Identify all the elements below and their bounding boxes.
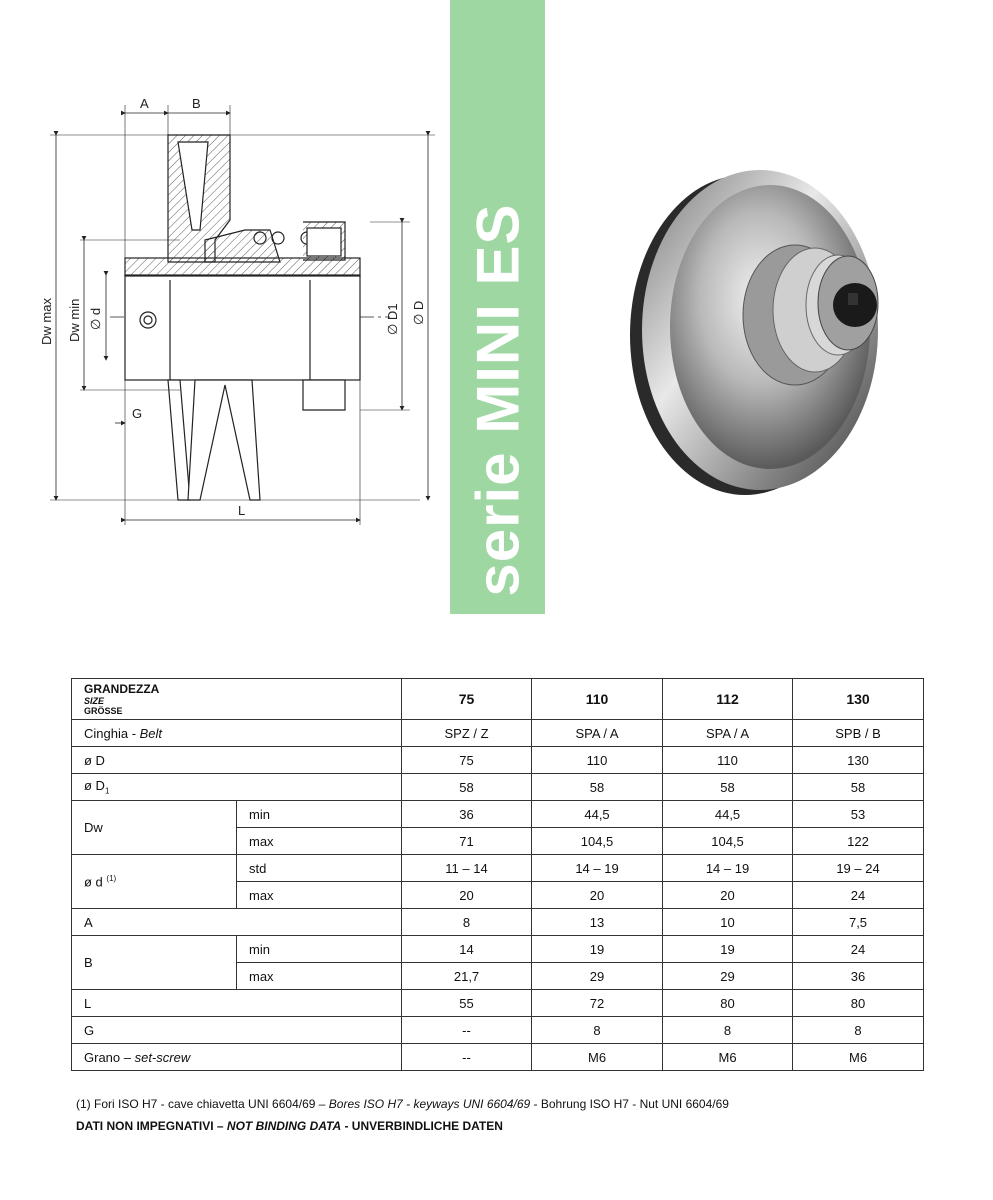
- dim-d-label: ∅ d: [88, 307, 103, 330]
- table-cell: SPZ / Z: [402, 720, 532, 747]
- table-cell: 10: [663, 909, 793, 936]
- table-cell: 8: [793, 1017, 924, 1044]
- G-label: G: [72, 1017, 402, 1044]
- dim-dwmax-label: Dw max: [39, 298, 54, 345]
- footnote: (1) Fori ISO H7 - cave chiavetta UNI 6604/69 – Bores ISO H7 - keyways UNI 6604/69 - Bohrung ISO H7 - Nut UNI 6604/69: [76, 1097, 729, 1111]
- table-row-L: [72, 990, 924, 1017]
- table-cell: 19: [663, 936, 793, 963]
- table-cell: 21,7: [402, 963, 532, 990]
- table-cell: 8: [402, 909, 532, 936]
- table-cell: 110: [532, 747, 663, 774]
- table-cell: 11 – 14: [402, 855, 532, 882]
- Dw-label: Dw: [72, 801, 237, 855]
- spec-table: [71, 678, 924, 1071]
- table-row-B-min: [72, 936, 924, 963]
- table-cell: 104,5: [663, 828, 793, 855]
- table-row-d-std: [72, 855, 924, 882]
- grano-label: Grano – set-screw: [72, 1044, 402, 1071]
- B-min-label: min: [237, 936, 402, 963]
- table-row-A: [72, 909, 924, 936]
- table-cell: 44,5: [663, 801, 793, 828]
- table-cell: 44,5: [532, 801, 663, 828]
- dim-D-label: ∅ D: [411, 300, 426, 325]
- table-cell: 29: [663, 963, 793, 990]
- D-label: ø D: [72, 747, 402, 774]
- table-cell: 36: [793, 963, 924, 990]
- table-cell: SPB / B: [793, 720, 924, 747]
- dim-A-label: A: [140, 96, 149, 111]
- table-cell: 55: [402, 990, 532, 1017]
- table-cell: 104,5: [532, 828, 663, 855]
- size-110: 110: [532, 679, 663, 720]
- table-cell: M6: [532, 1044, 663, 1071]
- table-cell: --: [402, 1044, 532, 1071]
- table-row-belt: [72, 720, 924, 747]
- table-cell: 29: [532, 963, 663, 990]
- series-title: serie MINI ES: [464, 203, 531, 597]
- table-row-D: [72, 747, 924, 774]
- belt-label: Cinghia - Belt: [72, 720, 402, 747]
- table-cell: 58: [532, 774, 663, 801]
- table-row-D1: [72, 774, 924, 801]
- size-label-de: GRÖSSE: [84, 705, 123, 716]
- dim-L-label: L: [238, 503, 246, 518]
- table-cell: 13: [532, 909, 663, 936]
- technical-drawing: [20, 80, 440, 540]
- Dw-max-label: max: [237, 828, 402, 855]
- table-row-grano: [72, 1044, 924, 1071]
- table-cell: 71: [402, 828, 532, 855]
- table-cell: SPA / A: [532, 720, 663, 747]
- size-75: 75: [402, 679, 532, 720]
- size-label-en: SIZE: [84, 695, 105, 706]
- dim-G-label: G: [132, 406, 143, 421]
- table-cell: 19: [532, 936, 663, 963]
- series-band: [450, 0, 545, 614]
- table-row-size: [72, 679, 924, 720]
- disclaimer: DATI NON IMPEGNATIVI – NOT BINDING DATA - UNVERBINDLICHE DATEN: [76, 1119, 503, 1133]
- table-cell: 72: [532, 990, 663, 1017]
- table-cell: 20: [402, 882, 532, 909]
- table-cell: 14: [402, 936, 532, 963]
- table-cell: 58: [663, 774, 793, 801]
- table-cell: 8: [532, 1017, 663, 1044]
- table-cell: 20: [532, 882, 663, 909]
- table-cell: 122: [793, 828, 924, 855]
- size-label-cell: [72, 679, 402, 720]
- B-max-label: max: [237, 963, 402, 990]
- Dw-min-label: min: [237, 801, 402, 828]
- table-cell: 24: [793, 936, 924, 963]
- size-label-it: GRANDEZZA: [84, 681, 160, 696]
- table-cell: 36: [402, 801, 532, 828]
- table-cell: 8: [663, 1017, 793, 1044]
- table-row-dw-min: [72, 801, 924, 828]
- table-cell: 58: [793, 774, 924, 801]
- A-label: A: [72, 909, 402, 936]
- table-cell: 14 – 19: [663, 855, 793, 882]
- table-cell: 80: [663, 990, 793, 1017]
- table-cell: 20: [663, 882, 793, 909]
- dim-B-label: B: [192, 96, 201, 111]
- table-cell: 19 – 24: [793, 855, 924, 882]
- table-cell: 80: [793, 990, 924, 1017]
- table-cell: 75: [402, 747, 532, 774]
- size-112: 112: [663, 679, 793, 720]
- table-row-G: [72, 1017, 924, 1044]
- d-label: ø d $^{(1)}$: [72, 855, 237, 909]
- table-cell: 14 – 19: [532, 855, 663, 882]
- product-photo: [620, 165, 930, 495]
- d-max-label: max: [237, 882, 402, 909]
- dim-D1-label: ∅ D1: [385, 303, 400, 335]
- table-cell: 53: [793, 801, 924, 828]
- table-cell: 58: [402, 774, 532, 801]
- dim-dwmin-label: Dw min: [67, 298, 82, 342]
- table-cell: 7,5: [793, 909, 924, 936]
- table-cell: M6: [663, 1044, 793, 1071]
- L-label: L: [72, 990, 402, 1017]
- table-cell: --: [402, 1017, 532, 1044]
- table-cell: 130: [793, 747, 924, 774]
- table-cell: 24: [793, 882, 924, 909]
- table-cell: M6: [793, 1044, 924, 1071]
- B-label: B: [72, 936, 237, 990]
- size-130: 130: [793, 679, 924, 720]
- d-std-label: std: [237, 855, 402, 882]
- table-cell: SPA / A: [663, 720, 793, 747]
- D1-label: ø $D_1$: [72, 774, 402, 801]
- table-cell: 110: [663, 747, 793, 774]
